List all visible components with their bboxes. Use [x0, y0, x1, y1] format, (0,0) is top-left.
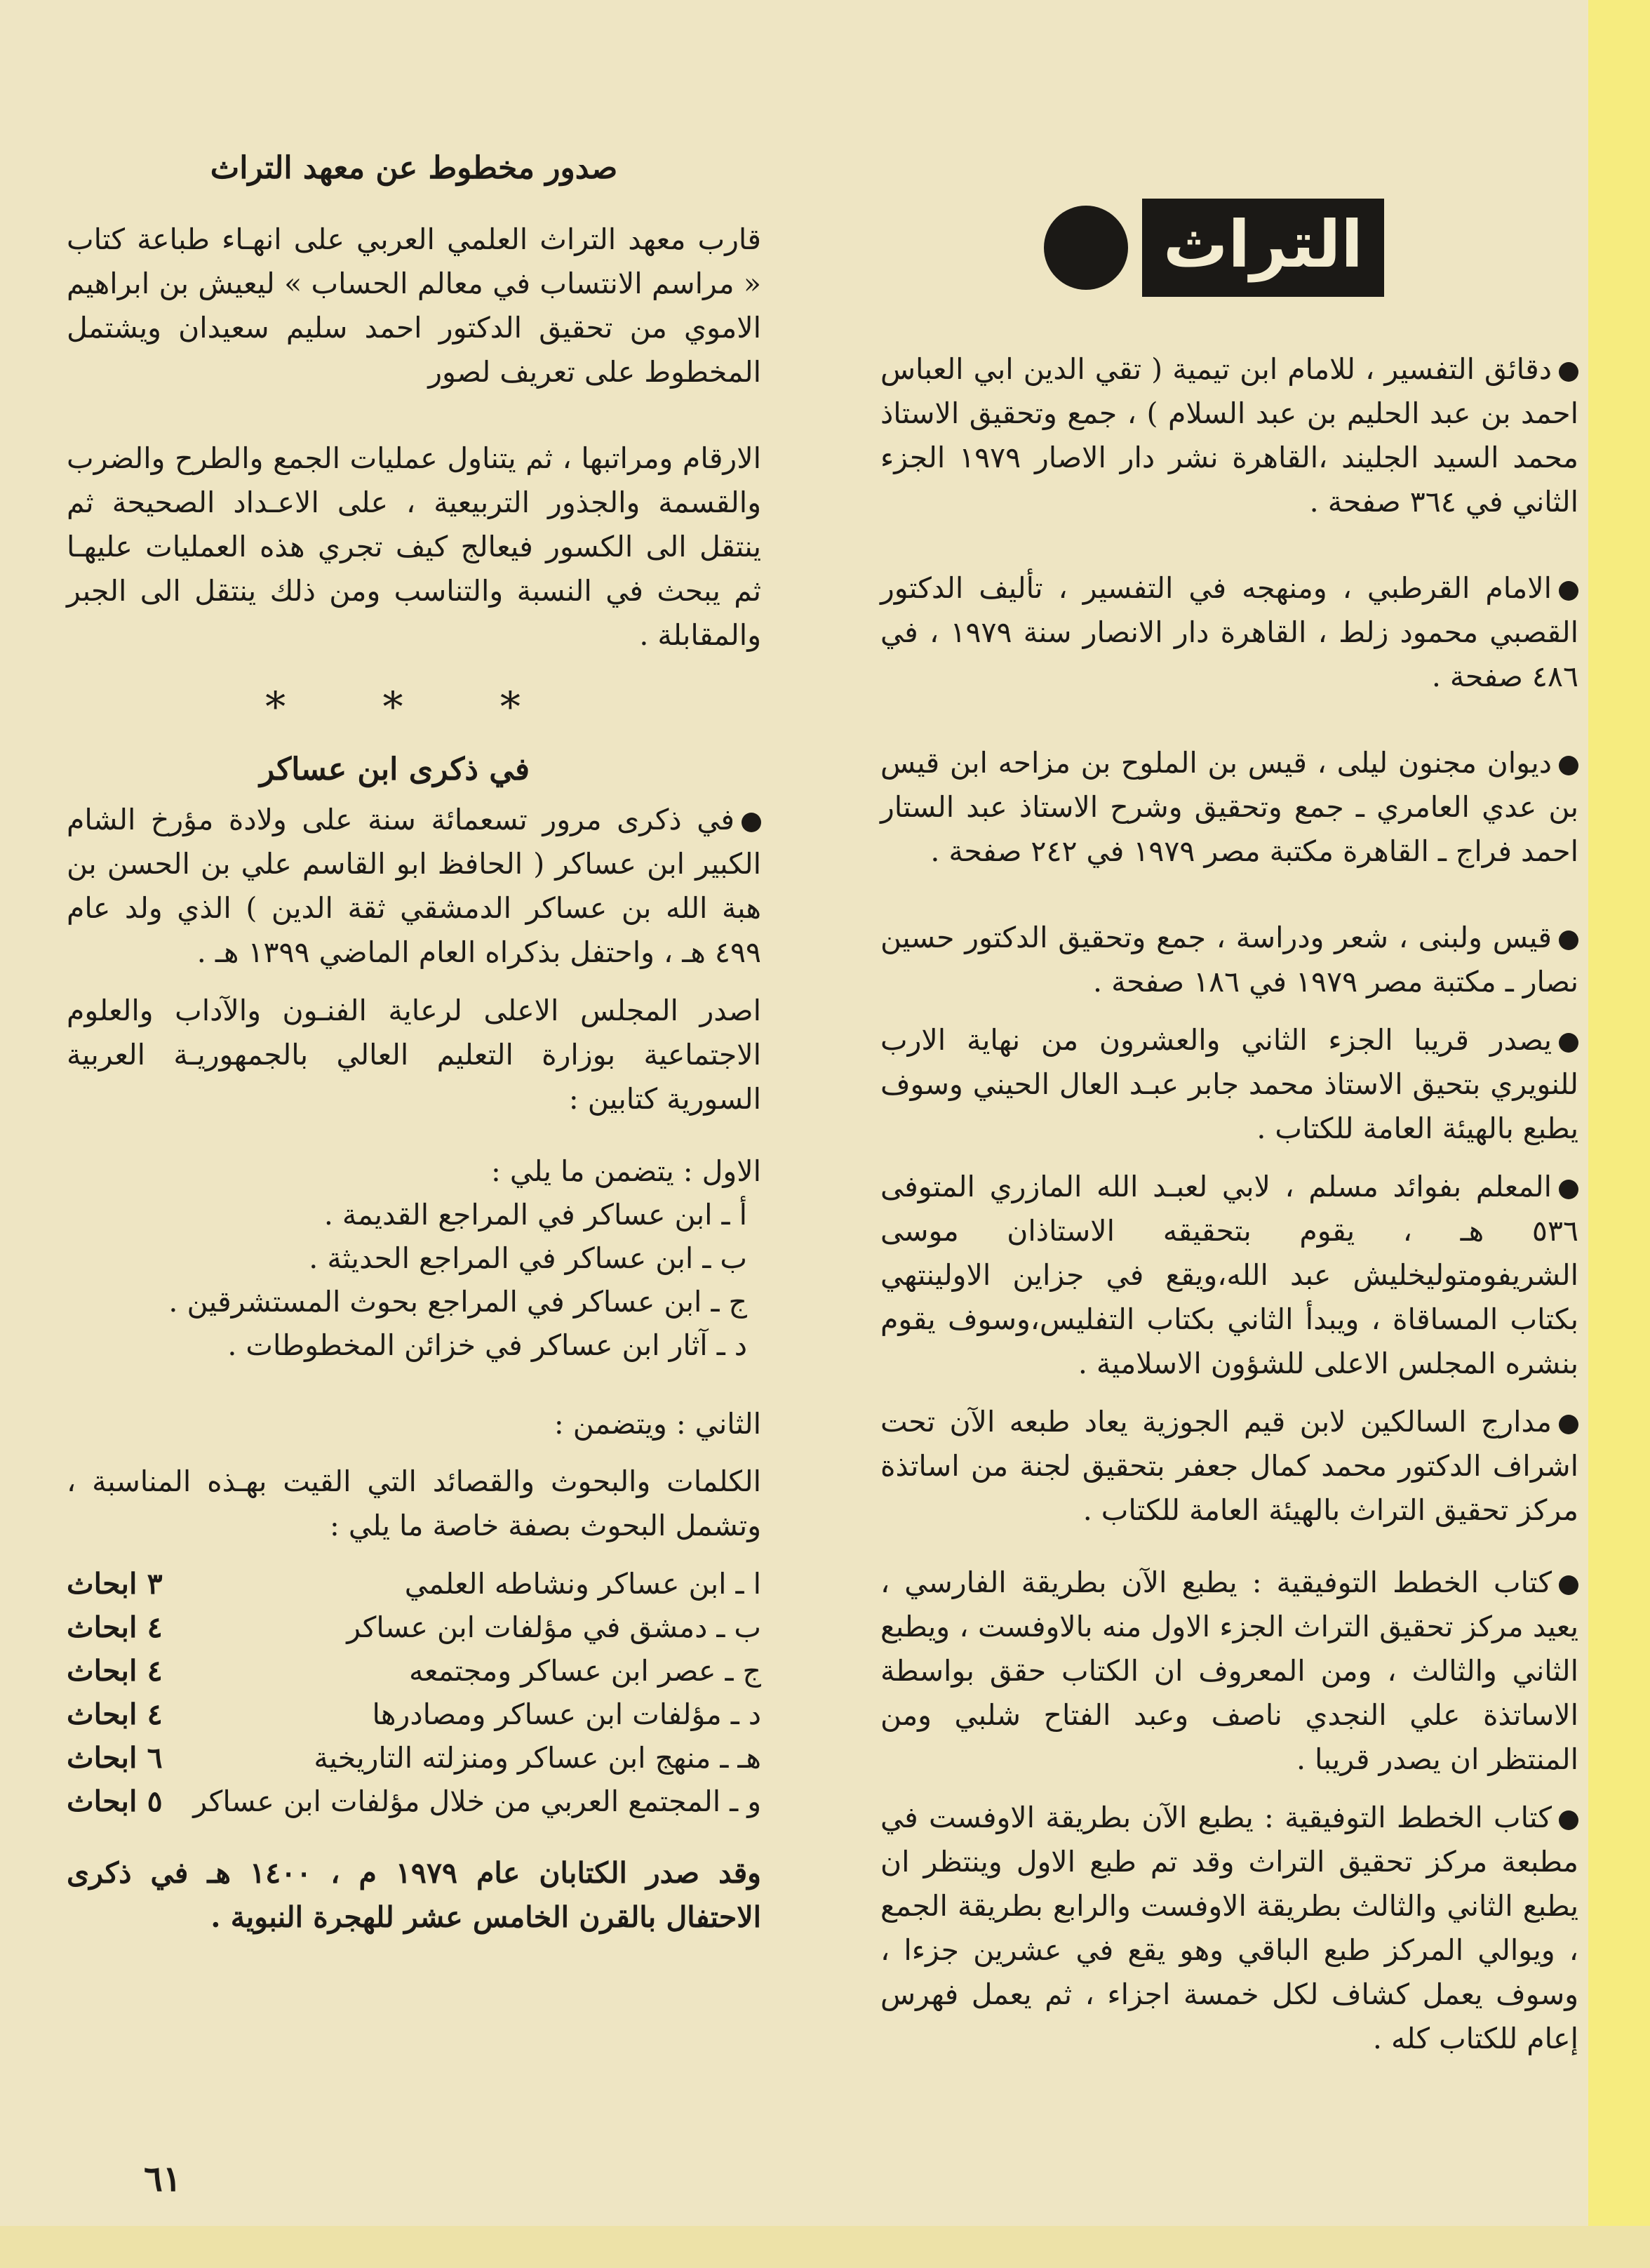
row-label: ب ـ دمشق في مؤلفات ابن عساكر — [347, 1610, 761, 1644]
header-circle-icon — [1044, 206, 1128, 290]
council-paragraph: اصدر المجلس الاعلى لرعاية الفنـون والآداب والعلوم الاجتماعية بوزارة التعليم العالي بالجمهوريـة العربية السورية كتابين : — [67, 994, 761, 1116]
book-entry: قيس ولبنى ، شعر ودراسة ، جمع وتحقيق الدكتور حسين نصار ـ مكتبة مصر ١٩٧٩ في ١٨٦ صفحة . — [880, 921, 1578, 999]
row-count: ٥ ابحاث — [67, 1785, 163, 1818]
table-row — [67, 1562, 761, 1606]
row-label: ج ـ عصر ابن عساكر ومجتمعه — [408, 1654, 761, 1688]
table-row — [67, 1693, 761, 1736]
bullet-icon — [742, 813, 761, 832]
row-count: ٤ ابحاث — [67, 1697, 163, 1731]
section-divider: * * * — [265, 683, 563, 731]
book-entry: الامام القرطبي ، ومنهجه في التفسير ، تأليف الدكتور القصبي محمود زلط ، القاهرة دار الانصار سنة ١٩٧٩ ، في ٤٨٦ صفحة . — [880, 571, 1578, 693]
right-column — [880, 347, 1578, 2075]
second-book-heading: الثاني : ويتضمن : — [554, 1407, 761, 1441]
table-row — [67, 1606, 761, 1649]
book-entry: المعلم بفوائد مسلم ، لابي لعبـد الله المازري المتوفى ٥٣٦ هـ ، يقوم بتحقيقه الاستاذان موسى الشريفومتوليخليش عبد الله،ويقع في جزاين الاولينتهي بكتاب المساقاة ، ويبدأ الثاني بكتاب التفليس،وسوف يقوم بنشره المجلس الاعلى للشؤون الاسلامية . — [880, 1170, 1578, 1380]
list-item: ب ـ ابن عساكر في المراجع الحديثة . — [309, 1241, 747, 1275]
row-label: هـ ـ منهج ابن عساكر ومنزلته التاريخية — [314, 1741, 761, 1775]
row-count: ٣ ابحاث — [67, 1567, 163, 1601]
first-book-heading: الاول : يتضمن ما يلي : — [490, 1154, 761, 1188]
book-entry: كتاب الخطط التوفيقية : يطبع الآن بطريقة الفارسي ، يعيد مركز تحقيق التراث الجزء الاول منه بالاوفست ، ويطبع الثاني والثالث ، ومن المعروف ان الكتاب حقق بواسطة الاساتذة علي النجدي ناصف وعبد الفتاح شلبي ومن المنتظر ان يصدر قريبا . — [880, 1566, 1578, 1776]
bullet-icon — [1559, 756, 1578, 775]
section-header — [1044, 196, 1437, 299]
second-book-description: الكلمات والبحوث والقصائد التي القيت بهـذه المناسبة ، وتشمل البحوث بصفة خاصة ما يلي : — [67, 1465, 761, 1542]
book-entry: دقائق التفسير ، للامام ابن تيمية ( تقي الدين ابي العباس احمد بن عبد الحليم بن عبد السلام ) ، جمع وتحقيق الاستاذ محمد السيد الجليند ،القاهرة نشر دار الاصار ١٩٧٩ الجزء الثاني في ٣٦٤ صفحة . — [880, 352, 1578, 519]
bullet-icon — [1559, 1415, 1578, 1434]
section-label: التراث — [1142, 199, 1384, 297]
row-label: ا ـ ابن عساكر ونشاطه العلمي — [404, 1567, 761, 1601]
bullet-icon — [1559, 930, 1578, 950]
table-row — [67, 1736, 761, 1780]
row-count: ٦ ابحاث — [67, 1741, 163, 1775]
row-count: ٤ ابحاث — [67, 1654, 163, 1688]
book-entry: ديوان مجنون ليلى ، قيس بن الملوح بن مزاحه ابن قيس بن عدي العامري ـ جمع وتحقيق وشرح الاستاذ عبد الستار احمد فراج ـ القاهرة مكتبة مصر ١٩٧٩ في ٢٤٢ صفحة . — [880, 746, 1578, 868]
first-book — [67, 1149, 761, 1367]
bullet-icon — [1559, 1810, 1578, 1830]
bullet-icon — [1559, 362, 1578, 382]
bullet-icon — [1559, 581, 1578, 601]
page-edge — [1588, 0, 1650, 2268]
row-label: و ـ المجتمع العربي من خلال مؤلفات ابن عساكر — [193, 1785, 761, 1818]
bullet-icon — [1559, 1575, 1578, 1595]
table-row — [67, 1649, 761, 1693]
bullet-icon — [1559, 1033, 1578, 1053]
page-number: ٦١ — [144, 2158, 182, 2199]
left-column — [67, 147, 761, 1954]
list-item: أ ـ ابن عساكر في المراجع القديمة . — [323, 1198, 747, 1232]
anniversary-paragraph: في ذكرى مرور تسعمائة سنة على ولادة مؤرخ الشام الكبير ابن عساكر ( الحافظ ابو القاسم علي بن الحسن بن هبة الله بن عساكر الدمشقي ثقة الدين ) الذي ولد عام ٤٩٩ هـ ، واحتفل بذكراه العام الماضي ١٣٩٩ هـ . — [67, 803, 761, 969]
bullet-icon — [1559, 1180, 1578, 1199]
table-row — [67, 1780, 761, 1823]
book-entry: يصدر قريبا الجزء الثاني والعشرون من نهاية الارب للنويري بتحيق الاستاذ محمد جابر عبـد العال الحيني وسوف يطبع بالهيئة العامة للكتاب . — [880, 1023, 1578, 1145]
page-bottom-edge — [0, 2226, 1650, 2268]
article-subtitle: في ذكرى ابن عساكر — [259, 752, 530, 787]
article-intro: قارب معهد التراث العلمي العربي على انهـاء طباعة كتاب « مراسم الانتساب في معالم الحساب » ليعيش بن ابراهيم الاموي من تحقيق الدكتور احمد سليم سعيدان ويشتمل المخطوط على تعريف لصور — [67, 222, 761, 389]
closing-paragraph: وقد صدر الكتابان عام ١٩٧٩ م ، ١٤٠٠ هـ في ذكرى الاحتفال بالقرن الخامس عشر للهجرة النبوية . — [67, 1856, 761, 1934]
book-entry: كتاب الخطط التوفيقية : يطبع الآن بطريقة الاوفست في مطبعة مركز تحقيق التراث وقد تم طبع الاول وينتظر ان يطبع الثاني والثالث بطريقة الاوفست والرابع بطريقة الجمع ، ويوالي المركز طبع الباقي وهو يقع في عشرين جزءا ، وسوف يعمل كشاف لكل خمسة اجزاء ، ثم يعمل فهرس إعام للكتاب كله . — [880, 1801, 1578, 2055]
second-book — [67, 1402, 761, 1823]
list-item: د ـ آثار ابن عساكر في خزائن المخطوطات . — [227, 1328, 747, 1362]
article-continuation: الارقام ومراتبها ، ثم يتناول عمليات الجمع والطرح والضرب والقسمة والجذور التربيعية ، على الاعـداد الصحيحة ثم ينتقل الى الكسور فيعالج كيف تجري هذه العمليات عليهـا ثم يبحث في النسبة والتناسب ومن ذلك ينتقل الى الجبر والمقابلة . — [67, 441, 761, 652]
row-count: ٤ ابحاث — [67, 1610, 163, 1644]
book-entry: مدارج السالكين لابن قيم الجوزية يعاد طبعه الآن تحت اشراف الدكتور محمد كمال جعفر بتحقيق لجنة من اساتذة مركز تحقيق التراث بالهيئة العامة للكتاب . — [880, 1405, 1578, 1527]
article-title: صدور مخطوط عن معهد التراث — [210, 150, 618, 186]
row-label: د ـ مؤلفات ابن عساكر ومصادرها — [372, 1697, 761, 1731]
list-item: ج ـ ابن عساكر في المراجع بحوث المستشرقين . — [168, 1285, 747, 1319]
